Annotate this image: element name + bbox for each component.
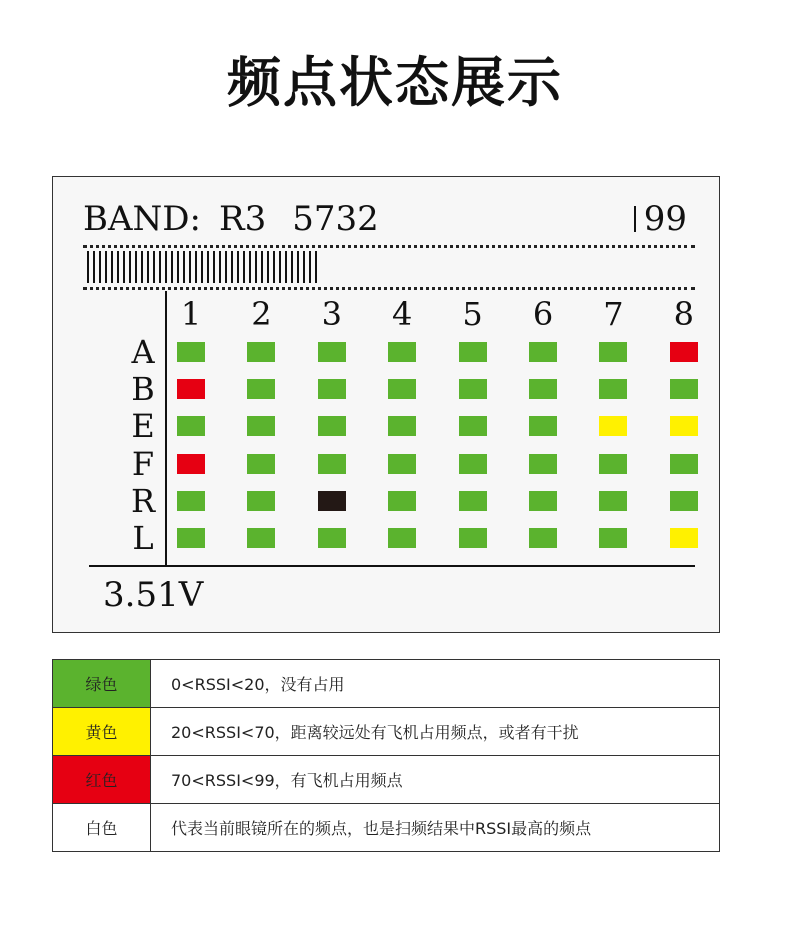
channel-cell-E1 <box>177 416 205 436</box>
channel-cell-R2 <box>247 491 275 511</box>
row-label: R <box>130 481 156 520</box>
channel-cell-E5 <box>459 416 487 436</box>
grid-horizontal-axis <box>89 565 695 567</box>
dotted-divider-top <box>83 245 695 248</box>
signal-strength-bar <box>87 251 320 283</box>
channel-cell-L1 <box>177 528 205 548</box>
band-frequency: 5732 <box>292 199 379 239</box>
channel-cell-L6 <box>529 528 557 548</box>
channel-cell-B5 <box>459 379 487 399</box>
channel-cell-B8 <box>670 379 698 399</box>
channel-cell-E3 <box>318 416 346 436</box>
channel-cell-E4 <box>388 416 416 436</box>
band-info <box>83 199 379 239</box>
channel-cell-R8 <box>670 491 698 511</box>
channel-cell-E6 <box>529 416 557 436</box>
color-legend-table <box>52 659 720 852</box>
channel-cell-A4 <box>388 342 416 362</box>
column-header: 3 <box>321 295 342 333</box>
legend-description: 代表当前眼镜所在的频点，也是扫频结果中RSSI最高的频点 <box>151 804 720 852</box>
legend-row <box>53 756 720 804</box>
channel-cell-B1 <box>177 379 205 399</box>
legend-description: 0<RSSI<20，没有占用 <box>151 660 720 708</box>
band-channel: R3 <box>219 199 267 239</box>
channel-cell-F8 <box>670 454 698 474</box>
channel-cell-L8 <box>670 528 698 548</box>
channel-cell-R4 <box>388 491 416 511</box>
column-header: 4 <box>392 295 413 333</box>
channel-cell-A6 <box>529 342 557 362</box>
battery-voltage: 3.51V <box>103 575 204 615</box>
channel-cell-E2 <box>247 416 275 436</box>
channel-cell-A8 <box>670 342 698 362</box>
legend-color-name: 黄色 <box>53 708 151 756</box>
channel-cell-B7 <box>599 379 627 399</box>
legend-row <box>53 660 720 708</box>
column-header: 8 <box>673 295 694 333</box>
channel-cell-L3 <box>318 528 346 548</box>
channel-cell-A1 <box>177 342 205 362</box>
channel-cell-A7 <box>599 342 627 362</box>
channel-cell-F3 <box>318 454 346 474</box>
rssi-value: 99 <box>634 199 687 239</box>
channel-cell-L4 <box>388 528 416 548</box>
channel-cell-L5 <box>459 528 487 548</box>
column-header: 1 <box>180 295 202 333</box>
channel-cell-B3 <box>318 379 346 399</box>
grid-vertical-axis <box>165 291 167 565</box>
channel-cell-R3 <box>318 491 346 511</box>
legend-description: 20<RSSI<70，距离较远处有飞机占用频点，或者有干扰 <box>151 708 720 756</box>
page-title: 频点状态展示 <box>227 51 563 114</box>
channel-cell-B6 <box>529 379 557 399</box>
legend-color-name: 绿色 <box>53 660 151 708</box>
channel-cell-R7 <box>599 491 627 511</box>
row-label: A <box>131 333 155 371</box>
row-label: E <box>131 407 155 446</box>
column-header: 6 <box>532 295 554 333</box>
legend-color-name: 白色 <box>53 804 151 852</box>
channel-cell-A2 <box>247 342 275 362</box>
row-label: B <box>131 370 155 409</box>
channel-cell-E8 <box>670 416 698 436</box>
band-label: BAND: <box>83 199 202 239</box>
channel-cell-L2 <box>247 528 275 548</box>
channel-cell-F5 <box>459 454 487 474</box>
channel-cell-F1 <box>177 454 205 474</box>
column-header: 2 <box>251 295 272 333</box>
channel-cell-A3 <box>318 342 346 362</box>
channel-cell-R6 <box>529 491 557 511</box>
row-label: L <box>132 519 154 557</box>
legend-color-name: 红色 <box>53 756 151 804</box>
channel-cell-B4 <box>388 379 416 399</box>
channel-cell-R1 <box>177 491 205 511</box>
channel-cell-A5 <box>459 342 487 362</box>
column-header: 5 <box>462 295 483 333</box>
channel-cell-F4 <box>388 454 416 474</box>
channel-cell-F6 <box>529 454 557 474</box>
dotted-divider-bottom <box>83 287 695 290</box>
channel-cell-B2 <box>247 379 275 399</box>
legend-description: 70<RSSI<99，有飞机占用频点 <box>151 756 720 804</box>
channel-cell-F2 <box>247 454 275 474</box>
row-label: F <box>131 444 155 483</box>
channel-cell-L7 <box>599 528 627 548</box>
legend-row <box>53 708 720 756</box>
legend-row <box>53 804 720 852</box>
channel-cell-F7 <box>599 454 627 474</box>
channel-cell-E7 <box>599 416 627 436</box>
column-header: 7 <box>603 295 624 333</box>
channel-cell-R5 <box>459 491 487 511</box>
vrx-screen-display <box>52 176 720 633</box>
